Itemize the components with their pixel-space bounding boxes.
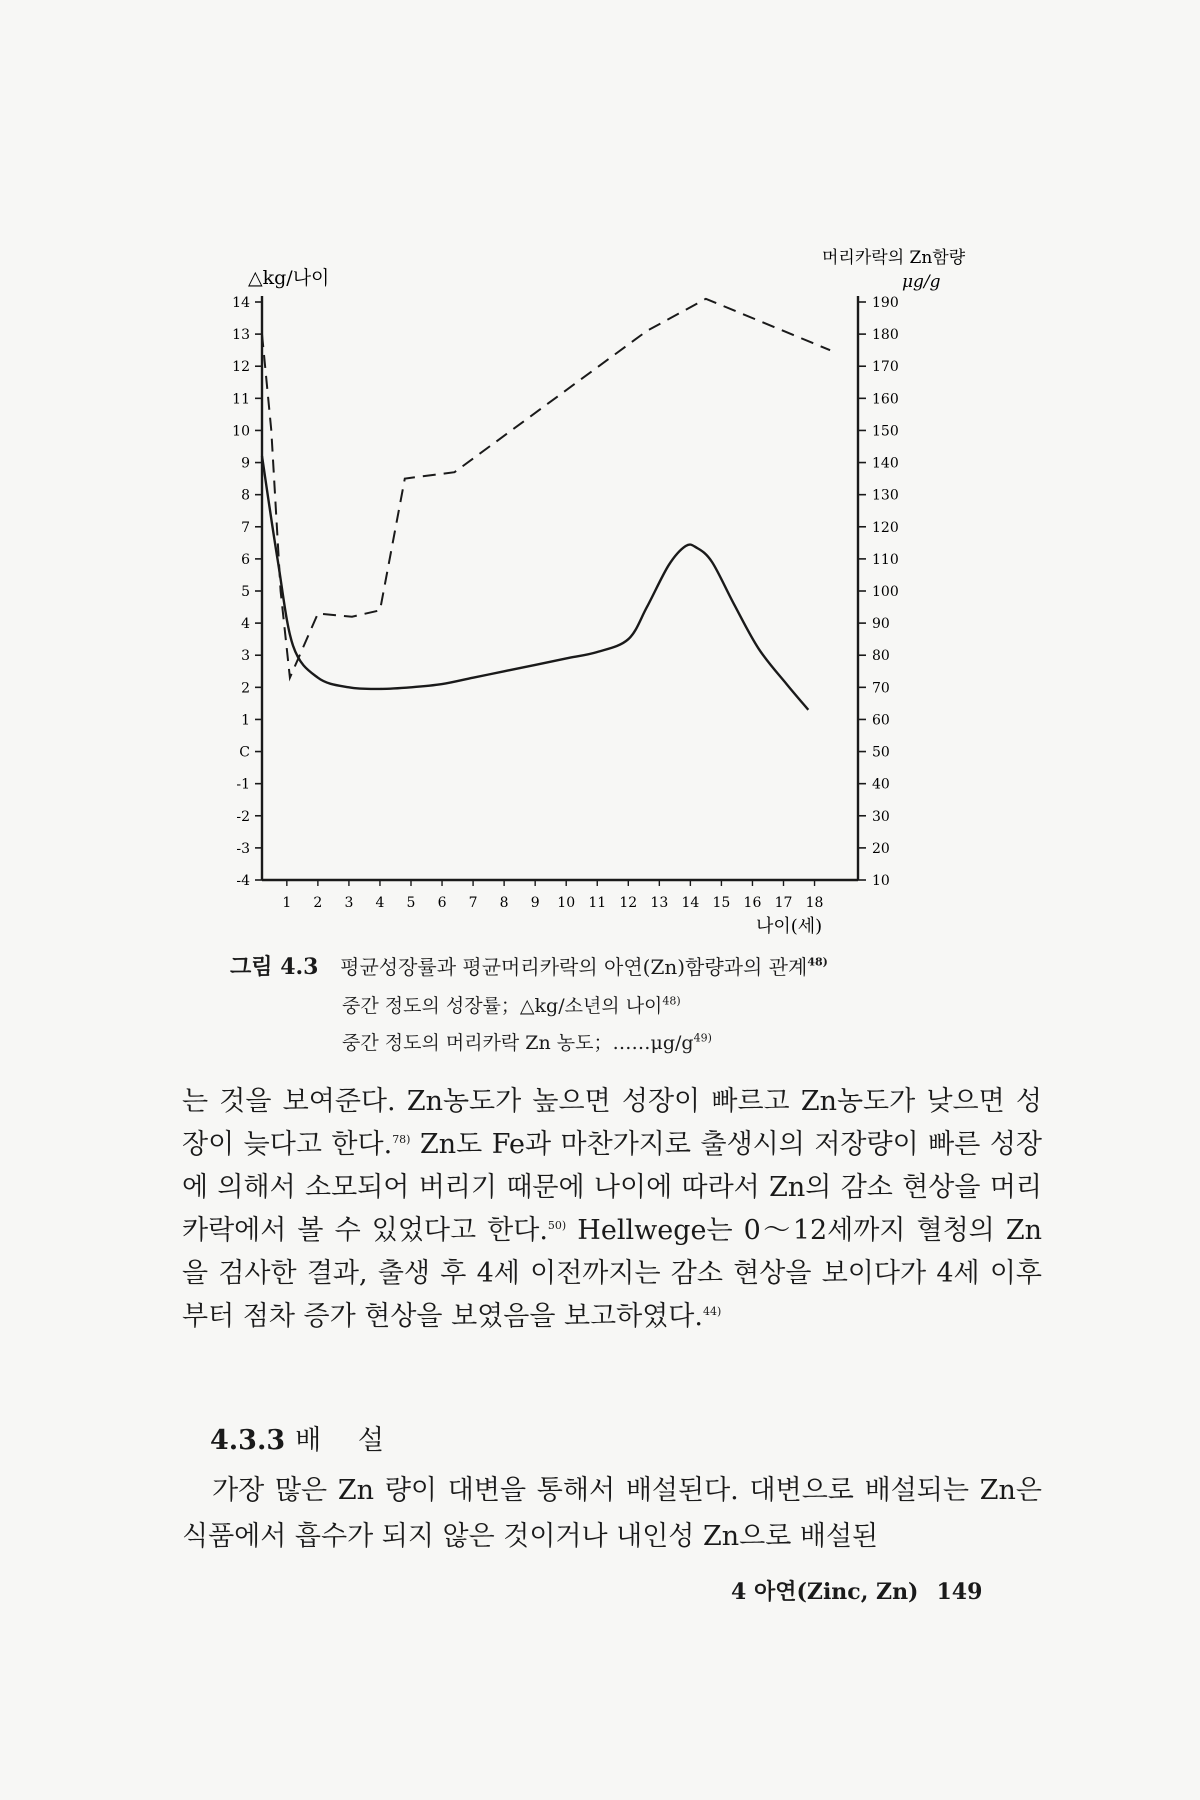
- caption-line-1-text: 중간 정도의 성장률；△kg/소년의 나이: [342, 995, 663, 1017]
- caption-line-1: [342, 991, 1130, 1018]
- x-tick-label: 10: [557, 895, 576, 911]
- x-tick-label: 2: [313, 895, 323, 911]
- x-tick-label: 12: [619, 895, 638, 911]
- left-tick-label: 4: [241, 616, 250, 633]
- section-heading: [210, 1418, 398, 1457]
- right-tick-label: 110: [872, 551, 899, 568]
- footer-chapter: 4 아연(Zinc, Zn): [731, 1579, 919, 1605]
- caption-line-1-ref: 48): [662, 994, 681, 1008]
- right-tick-label: 140: [872, 455, 899, 472]
- left-tick-label: 7: [241, 519, 250, 536]
- caption-label: 그림: [230, 954, 273, 980]
- x-tick-label: 1: [282, 895, 292, 911]
- caption-number: 4.3: [280, 954, 319, 980]
- paragraph-1-part-a: 는 것을 보여준다. Zn농도가 높으면 성장이 빠르고 Zn농도가 낮으면 성장이 늦다고 한다.: [182, 1086, 1042, 1160]
- left-tick-label: 2: [241, 680, 250, 697]
- section-paragraph: [182, 1468, 1042, 1560]
- x-tick-label: 15: [712, 895, 731, 911]
- left-tick-label: C: [239, 744, 250, 761]
- left-tick-label: -3: [236, 840, 250, 857]
- left-tick-label: -1: [236, 776, 250, 793]
- x-tick-label: 5: [406, 895, 416, 911]
- right-tick-label: 160: [872, 391, 899, 408]
- caption-line-2-text: 중간 정도의 머리카락 Zn 농도；……μg/g: [342, 1032, 694, 1054]
- right-tick-label: 30: [872, 808, 890, 825]
- paragraph-1-part-c: Hellwege는 0～12세까지 혈청의 Zn을 검사한 결과, 출생 후 4세 이전까지는 감소 현상을 보이다가 4세 이후부터 점차 증가 현상을 보였음을 보고하였다.: [182, 1215, 1042, 1332]
- citation-50: 50): [547, 1219, 567, 1232]
- x-tick-label: 18: [805, 895, 824, 911]
- left-tick-label: -4: [236, 873, 250, 889]
- growth-rate-solid-line: [262, 456, 808, 710]
- page-number: 149: [936, 1579, 983, 1605]
- caption-title: 평균성장률과 평균머리카락의 아연(Zn)함량과의 관계: [340, 955, 808, 979]
- left-tick-label: 13: [232, 327, 250, 344]
- x-tick-label: 4: [375, 895, 385, 911]
- x-tick-label: 13: [650, 895, 669, 911]
- right-axis-unit: μg/g: [902, 272, 941, 292]
- left-tick-label: 12: [232, 359, 250, 376]
- x-tick-label: 3: [344, 895, 354, 911]
- right-tick-label: 10: [872, 873, 890, 889]
- section-paragraph-text: 가장 많은 Zn 량이 대변을 통해서 배설된다. 대변으로 배설되는 Zn은 식품에서 흡수가 되지 않은 것이거나 내인성 Zn으로 배설된: [182, 1475, 1042, 1552]
- left-tick-label: 14: [232, 295, 250, 311]
- right-tick-label: 50: [872, 744, 890, 761]
- citation-44: 44): [702, 1305, 722, 1318]
- right-tick-label: 190: [872, 295, 899, 311]
- x-tick-label: 7: [468, 895, 478, 911]
- right-tick-label: 120: [872, 519, 899, 536]
- left-tick-label: 1: [241, 712, 250, 729]
- x-tick-label: 8: [499, 895, 509, 911]
- right-axis-title: 머리카락의 Zn함량: [822, 248, 966, 268]
- x-tick-label: 6: [437, 895, 447, 911]
- left-tick-label: 3: [241, 648, 250, 665]
- x-axis-label: 나이(세): [756, 916, 823, 937]
- paragraph-1: [182, 1080, 1042, 1338]
- x-tick-label: 9: [530, 895, 540, 911]
- left-tick-label: 5: [241, 584, 250, 600]
- right-tick-label: 60: [872, 712, 890, 729]
- caption-title-ref: 48): [807, 955, 828, 969]
- left-tick-label: -2: [236, 808, 250, 825]
- right-tick-label: 100: [872, 584, 899, 600]
- right-tick-label: 150: [872, 423, 899, 440]
- caption-line-2-ref: 49): [693, 1031, 712, 1045]
- left-tick-label: 11: [232, 391, 250, 408]
- right-tick-label: 80: [872, 648, 890, 665]
- left-tick-label: 9: [241, 455, 250, 472]
- body-paragraph: [182, 1080, 1042, 1338]
- left-tick-label: 10: [232, 423, 250, 440]
- right-tick-label: 180: [872, 327, 899, 344]
- right-tick-label: 90: [872, 616, 890, 633]
- left-axis-unit: △kg/나이: [248, 267, 330, 289]
- paragraph-1-part-b: Zn도 Fe과 마찬가지로 출생시의 저장량이 빠른 성장에 의해서 소모되어 버리기 때문에 나이에 따라서 Zn의 감소 현상을 머리카락에서 볼 수 있었다고 한다.: [182, 1129, 1042, 1246]
- section-title: 배 설: [295, 1425, 398, 1456]
- left-tick-label: 8: [241, 487, 250, 504]
- right-tick-label: 170: [872, 359, 899, 376]
- x-tick-label: 14: [681, 895, 700, 911]
- section-number: 4.3.3: [210, 1425, 286, 1456]
- right-tick-label: 20: [872, 840, 890, 857]
- left-tick-label: 6: [241, 551, 250, 568]
- citation-78: 78): [392, 1133, 411, 1146]
- hair-zinc-dashed-line: [262, 299, 830, 678]
- right-tick-label: 40: [872, 776, 890, 793]
- x-tick-label: 11: [588, 895, 607, 911]
- page-footer: [731, 1575, 982, 1606]
- x-tick-label: 16: [743, 895, 762, 911]
- caption-line-2: [342, 1028, 1130, 1055]
- figure-caption: [230, 950, 1130, 1055]
- x-tick-label: 17: [774, 895, 793, 911]
- caption-title-line: [230, 950, 1130, 981]
- right-tick-label: 130: [872, 487, 899, 504]
- right-tick-label: 70: [872, 680, 890, 697]
